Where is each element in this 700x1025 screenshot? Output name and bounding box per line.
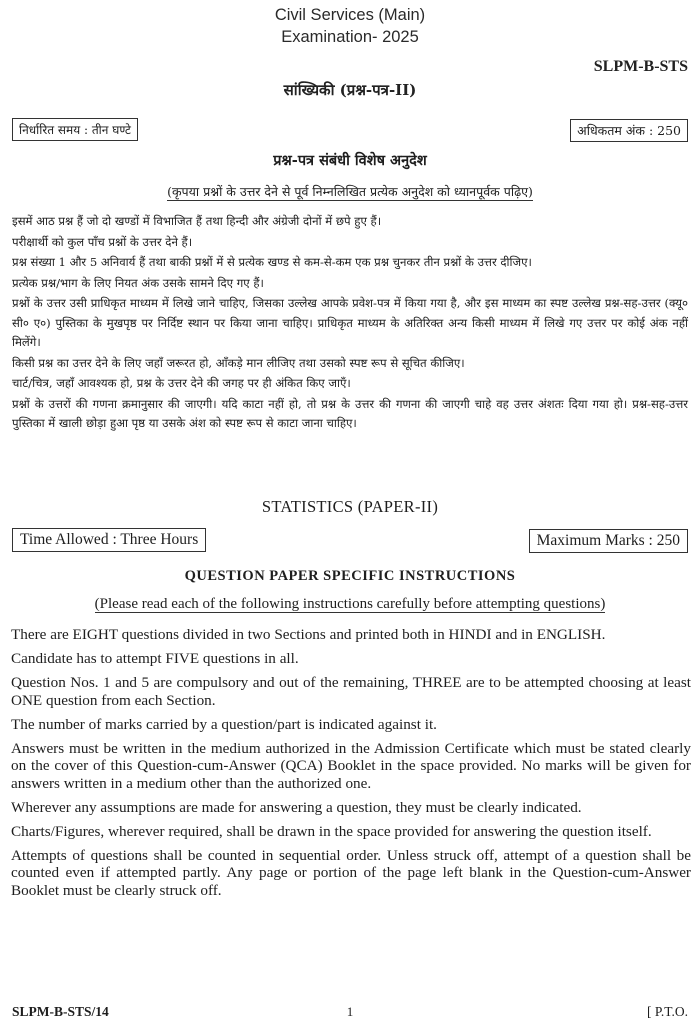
footer-paper-code: SLPM-B-STS/14 bbox=[12, 1004, 109, 1019]
hindi-instructions-note bbox=[0, 183, 700, 200]
english-instruction-item: Candidate has to attempt FIVE questions in all. bbox=[11, 650, 299, 667]
exam-title-line2: Examination- 2025 bbox=[281, 28, 419, 46]
hindi-instruction-item: इसमें आठ प्रश्न हैं जो दो खण्डों में विभाजित हैं तथा हिन्दी और अंग्रेजी दोनों में छपे हुए हैं। bbox=[12, 214, 382, 228]
hindi-instructions-heading: प्रश्न-पत्र संबंधी विशेष अनुदेश bbox=[273, 152, 427, 169]
paper-code: SLPM-B-STS bbox=[593, 58, 688, 75]
english-instructions-note bbox=[0, 596, 700, 613]
english-instruction-item: There are EIGHT questions divided in two Sections and printed both in HINDI and in ENGLISH. bbox=[11, 626, 606, 643]
hindi-time-allowed-box: निर्धारित समय : तीन घण्टे bbox=[12, 118, 138, 141]
exam-title bbox=[0, 4, 700, 48]
english-instruction-item: Attempts of questions shall be counted in sequential order. Unless struck off, attempt of a question shall be counted even if attempted partly. Any page or portion of the page left blank in the Question-cum-Answer Booklet must be clearly struck off. bbox=[11, 846, 691, 899]
english-instruction-item: Wherever any assumptions are made for answering a question, they must be clearly indicated. bbox=[11, 798, 582, 816]
hindi-subject-title: सांख्यिकी (प्रश्न-पत्र-II) bbox=[283, 81, 417, 99]
english-instruction-item: The number of marks carried by a question/part is indicated against it. bbox=[11, 715, 437, 733]
hindi-note-text: (कृपया प्रश्नों के उत्तर देने से पूर्व निम्नलिखित प्रत्येक अनुदेश को ध्यानपूर्वक पढ़िए) bbox=[167, 184, 533, 199]
english-subject-title: STATISTICS (PAPER-II) bbox=[261, 497, 439, 516]
english-instruction-item: Charts/Figures, wherever required, shall be drawn in the space provided for answering the question itself. bbox=[11, 822, 652, 840]
english-instructions-heading: QUESTION PAPER SPECIFIC INSTRUCTIONS bbox=[184, 568, 516, 584]
hindi-instruction-item: चार्ट/चित्र, जहाँ आवश्यक हो, प्रश्न के उत्तर देने की जगह पर ही अंकित किए जाएँ। bbox=[12, 376, 351, 390]
exam-title-line1: Civil Services (Main) bbox=[274, 6, 426, 24]
footer-page-number: 1 bbox=[346, 1004, 354, 1019]
english-time-allowed-box: Time Allowed : Three Hours bbox=[12, 528, 206, 552]
hindi-instructions-list bbox=[12, 212, 688, 435]
english-note-text: (Please read each of the following instructions carefully before attempting questions) bbox=[94, 596, 606, 612]
hindi-instruction-item: प्रश्न संख्या 1 और 5 अनिवार्य हैं तथा बाकी प्रश्नों में से प्रत्येक खण्ड से कम-से-कम एक प्रश्न चुनकर तीन प्रश्नों के उत्तर दीजिए। bbox=[12, 255, 532, 269]
english-instruction-item: Question Nos. 1 and 5 are compulsory and out of the remaining, THREE are to be attempted choosing at least ONE question from each Section. bbox=[11, 674, 691, 709]
english-instructions-list bbox=[11, 626, 691, 906]
english-max-marks-box: Maximum Marks : 250 bbox=[529, 529, 688, 553]
hindi-instruction-item: परीक्षार्थी को कुल पाँच प्रश्नों के उत्तर देने हैं। bbox=[12, 234, 193, 249]
hindi-instruction-item: प्रश्नों के उत्तर उसी प्राधिकृत माध्यम में लिखे जाने चाहिए, जिसका उल्लेख आपके प्रवेश-पत्र में किया गया है, और इस माध्यम का स्पष्ट उल्लेख प्रश्न-सह-उत्तर (क्यू० सी० ए०) पुस्तिका के मुखपृष्ठ पर निर्दिष्ट स्थान पर किया जाना चाहिए। प्राधिकृत माध्यम के अतिरिक्त अन्य किसी माध्यम में लिखे गए उत्तर पर कोई अंक नहीं मिलेंगे। bbox=[12, 296, 688, 349]
hindi-instruction-item: किसी प्रश्न का उत्तर देने के लिए जहाँ जरूरत हो, आँकड़े मान लीजिए तथा उसको स्पष्ट रूप से सूचित कीजिए। bbox=[12, 355, 465, 370]
hindi-instruction-item: प्रत्येक प्रश्न/भाग के लिए नियत अंक उसके सामने दिए गए हैं। bbox=[12, 275, 264, 290]
english-instruction-item: Answers must be written in the medium authorized in the Admission Certificate which must be stated clearly on the cover of this Question-cum-Answer (QCA) Booklet in the space provided. No marks will be given for answers written in a medium other than the authorized one. bbox=[11, 739, 691, 792]
hindi-max-marks-box: अधिकतम अंक : 250 bbox=[570, 119, 688, 142]
footer-pto: [ P.T.O. bbox=[646, 1004, 688, 1019]
hindi-instruction-item: प्रश्नों के उत्तरों की गणना क्रमानुसार की जाएगी। यदि काटा नहीं हो, तो प्रश्न के उत्तर की गणना की जाएगी चाहे वह उत्तर अंशतः दिया गया हो। प्रश्न-सह-उत्तर पुस्तिका में खाली छोड़ा हुआ पृष्ठ या उसके अंश को स्पष्ट रूप से काटा जाना चाहिए। bbox=[12, 396, 688, 430]
